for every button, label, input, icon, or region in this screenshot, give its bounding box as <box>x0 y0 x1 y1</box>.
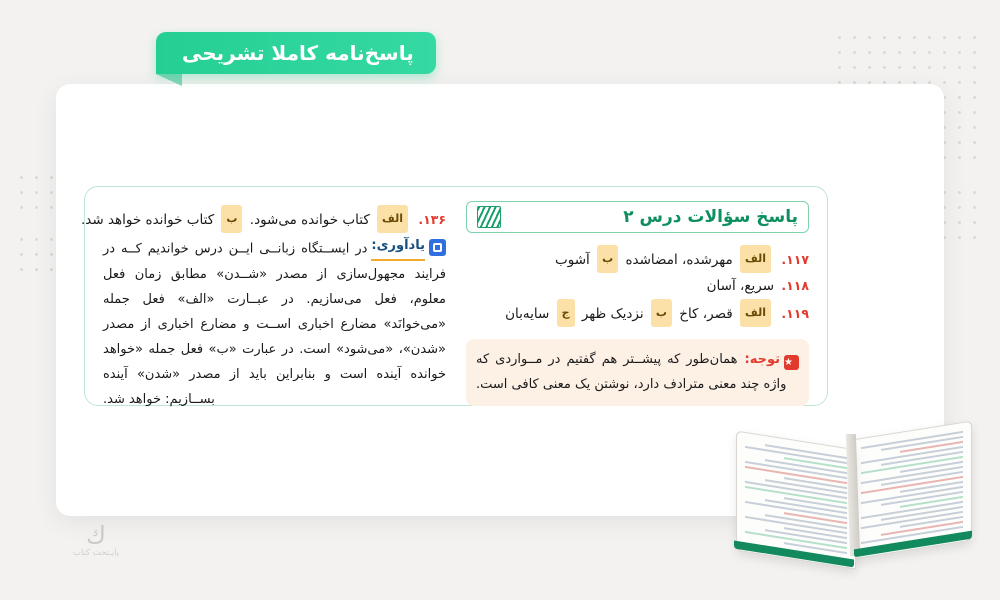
answer-text-be: نزدیک ظهر <box>581 306 644 322</box>
note-label: توجه: <box>744 352 780 367</box>
decorative-dots-left-top <box>14 170 60 216</box>
answer-text-alef: کتاب خوانده می‌شود. <box>249 212 370 228</box>
decorative-dots-left-middle <box>14 232 60 278</box>
answer-text-be: آشوب <box>555 252 590 268</box>
answer-row-118 <box>466 273 809 299</box>
answer-row-136 <box>80 205 446 233</box>
answer-number: ۱۱۸. <box>781 278 809 293</box>
answers-column-right <box>456 187 827 405</box>
note-box <box>466 339 809 406</box>
option-badge-be: ب <box>651 299 672 327</box>
answer-text-jim: سایه‌بان <box>505 306 550 322</box>
answers-panel <box>80 186 828 407</box>
answer-text-alef: قصر، کاخ <box>679 306 733 322</box>
watermark-glyph: ﻙ <box>86 521 106 549</box>
answer-text: سریع، آسان <box>706 278 775 294</box>
tip-body: در ایســتگاه زبانــی ایــن درس خواندیم کــه در فرایند مجهول‌سازی از مصدر «شــدن» مطابق زمان فعل معلوم، فعل می‌سازیم. در عبــارت «الف» فعل جمله «می‌خوانَد» مضارع اخباری اســت و مضارع اخباری از مصدر «شدن»، «می‌شود» است. در عبارت «ب» فعل جمله «خواهد خوانده آینده است و بنابراین باید از مصدر «شدن» آینده بســازیم: خواهد شد. <box>103 241 446 407</box>
hatched-square-icon <box>477 206 501 228</box>
section-header <box>466 201 809 233</box>
page-title: پاسخ‌نامه کاملا تشریحی <box>182 41 414 65</box>
option-badge-jim: ج <box>557 299 575 327</box>
tip-label: یادآوری: <box>371 233 425 261</box>
section-title: پاسخ سؤالات درس ۲ <box>623 207 798 227</box>
watermark-logo <box>56 522 136 558</box>
answer-text-be: کتاب خوانده خواهد شد. <box>80 212 215 228</box>
option-badge-alef: الف <box>740 245 771 273</box>
option-badge-alef: الف <box>740 299 771 327</box>
answer-row-117 <box>466 245 809 273</box>
answer-number: ۱۱۹. <box>781 306 809 321</box>
answer-text-alef: مهرشده، امضاشده <box>625 252 733 268</box>
book-text-lines-left <box>745 441 847 559</box>
tip-heading <box>371 233 446 261</box>
tip-paragraph <box>103 233 446 412</box>
answer-row-119 <box>466 299 809 327</box>
option-badge-alef: الف <box>377 205 408 233</box>
answer-number: ۱۱۷. <box>781 252 809 267</box>
answer-number: ۱۳۶. <box>418 212 446 227</box>
page-title-ribbon <box>156 32 436 74</box>
open-book-illustration <box>730 418 980 583</box>
book-tip-icon <box>429 239 446 256</box>
answers-column-left <box>80 187 456 407</box>
star-badge-icon: ★ <box>784 355 799 370</box>
option-badge-be: ب <box>221 205 242 233</box>
book-text-lines-right <box>861 431 963 549</box>
option-badge-be: ب <box>597 245 618 273</box>
note-body: همان‌طور که پیشــتر هم گفتیم در مــواردی که واژه چند معنی مترادف دارد، نوشتن یک معنی کافی است. <box>476 352 787 392</box>
watermark-text: پایـتخت کتاب <box>72 548 120 558</box>
